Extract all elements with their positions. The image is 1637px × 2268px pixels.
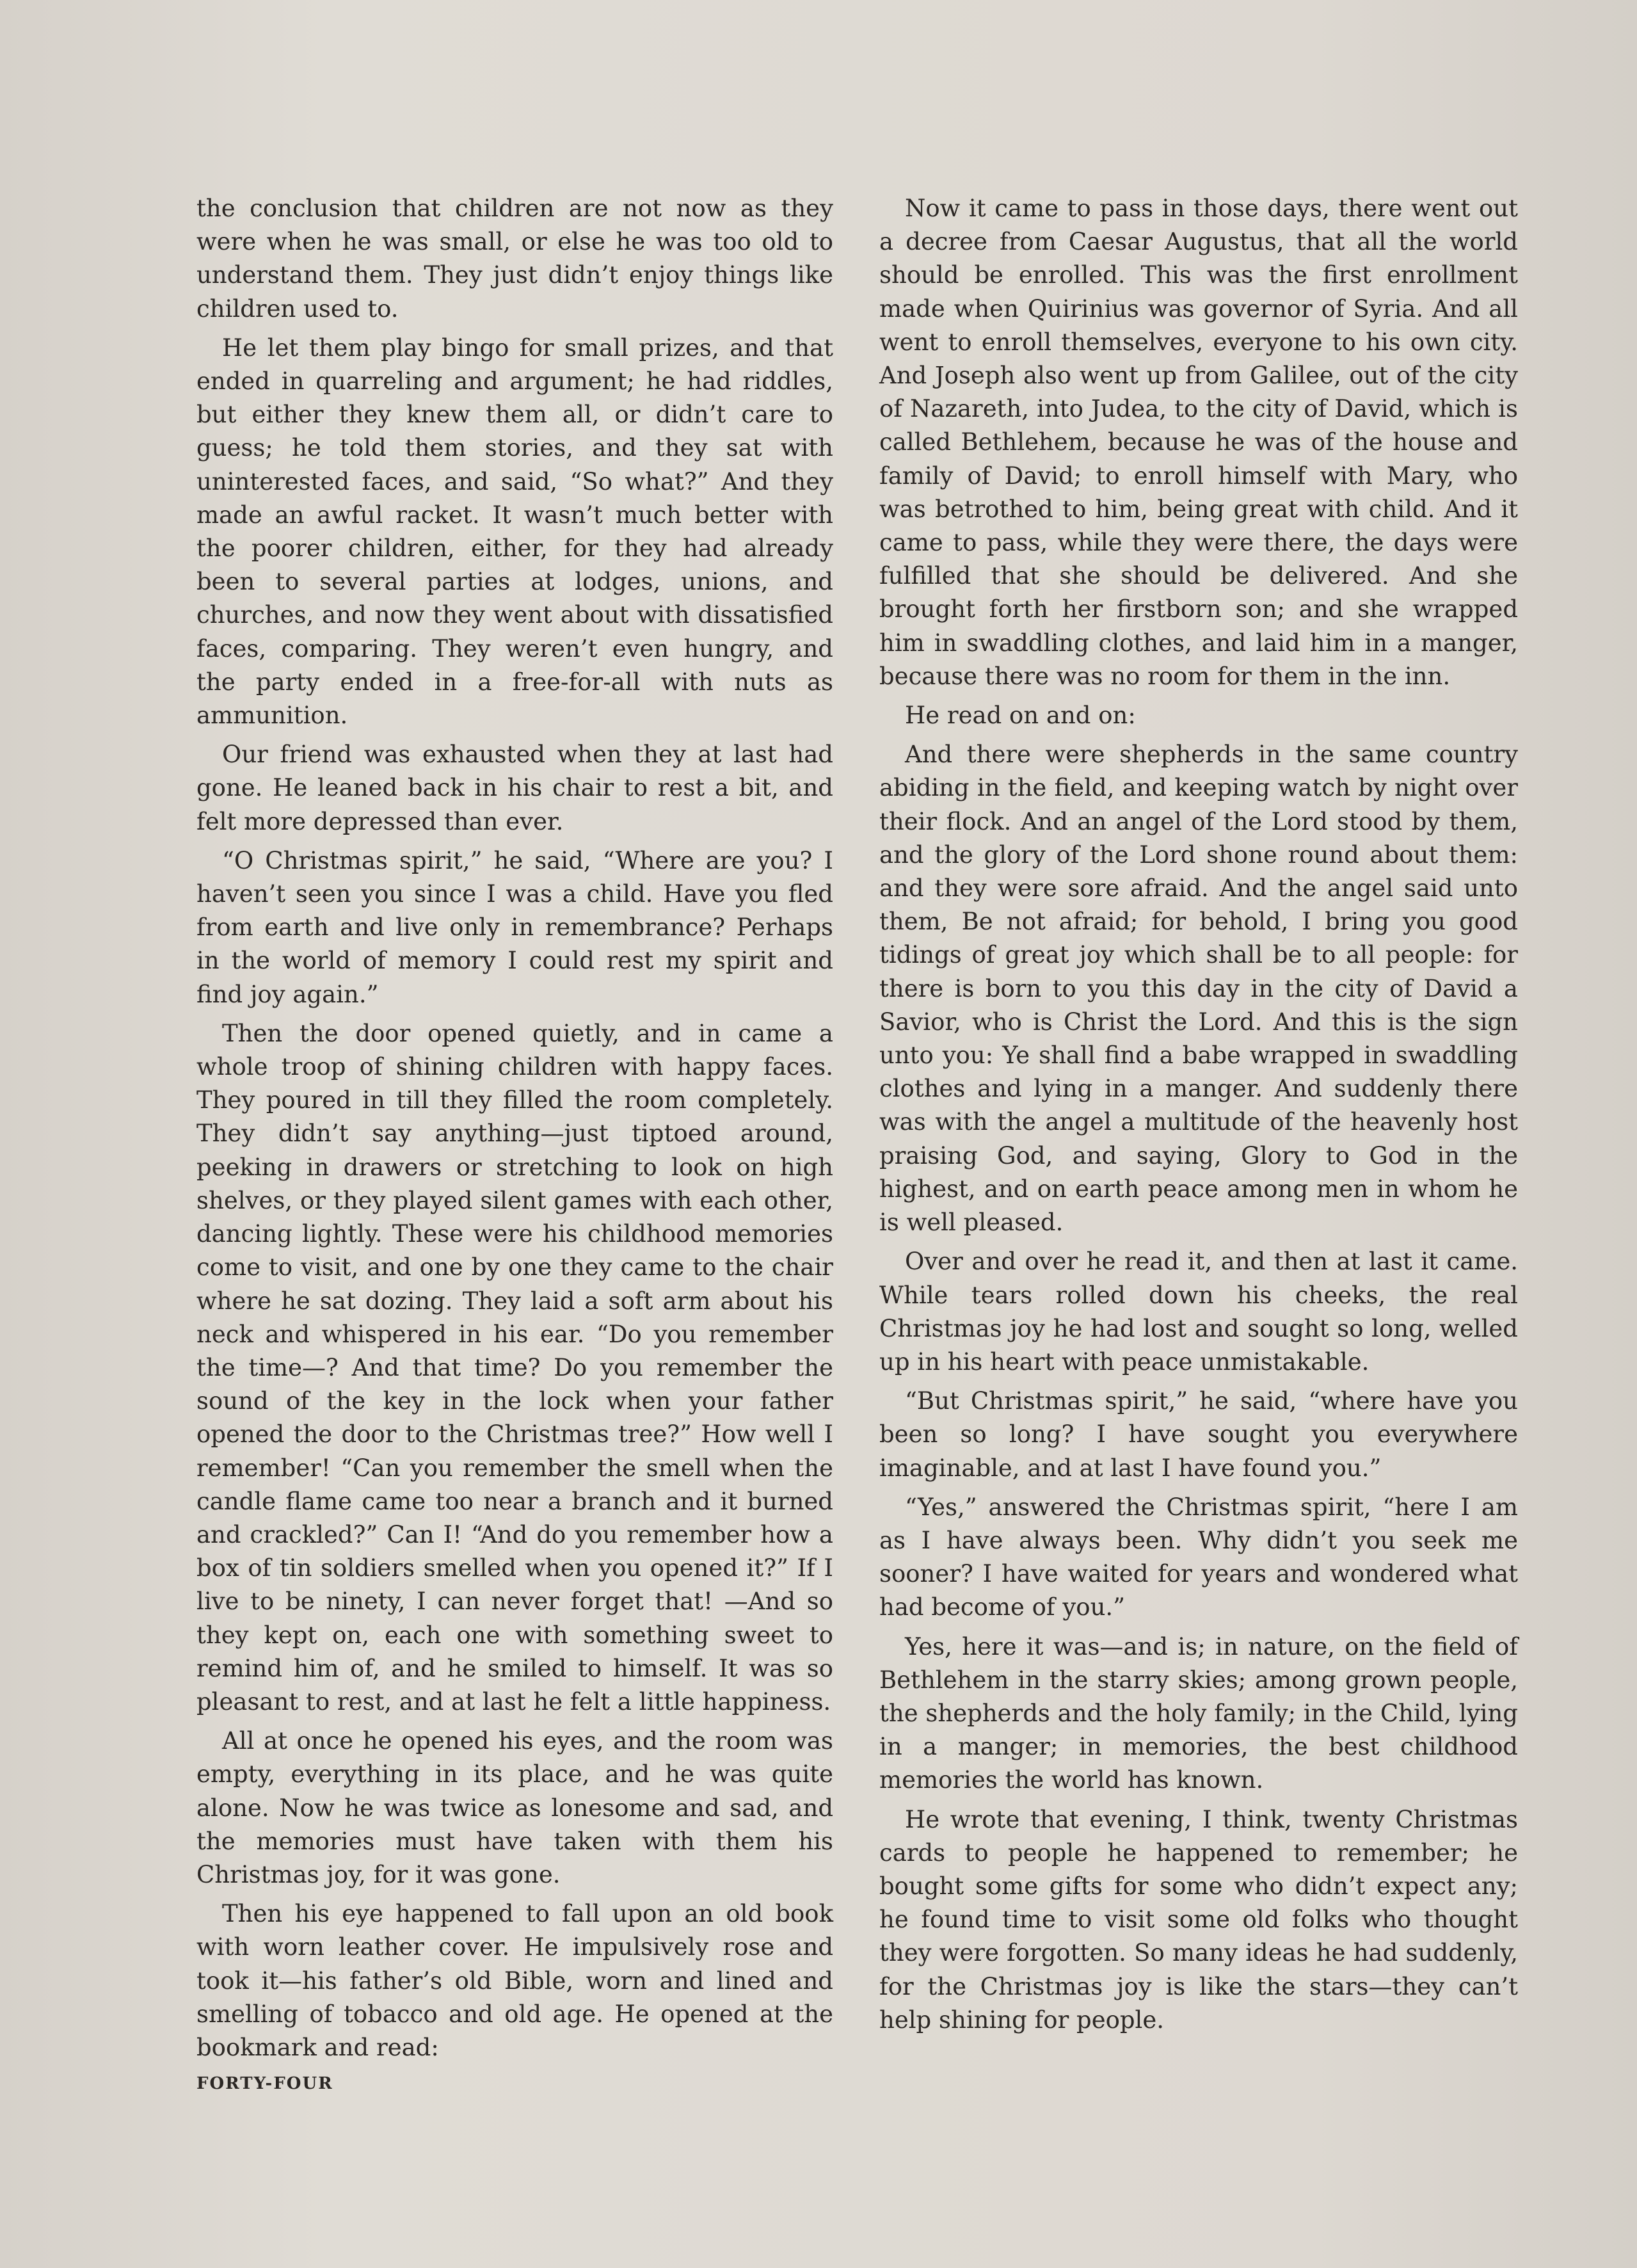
paragraph: Over and over he read it, and then at last it came. While tears rolled down his cheeks, the real Christmas joy he had lost and sought so long, welled up in his heart with peace unmistakable. [879,1248,1518,1376]
paragraph: Yes, here it was—and is; in nature, on the field of Bethlehem in the starry skies; among grown people, the shepherds and the holy family; in the Child, lying in a manger; in memories, the best childhood memories the world has known. [879,1632,1518,1794]
scripture-paragraph: Now it came to pass in those days, there went out a decree from Caesar Augustus, that all the world should be enrolled. This was the first enrollment made when Quirinius was governor of Syria. And all went to enroll themselves, everyone to his own city. And Joseph also went up from Galilee, out of the city of Nazareth, into Judea, to the city of David, which is called Bethlehem, because he was of the house and family of David; to enroll himself with Mary, who was betrothed to him, being great with child. And it came to pass, while they were there, the days were fulfilled that she should be delivered. And she brought forth her firstborn son; and she wrapped him in swaddling clothes, and laid him in a manger, because there was no room for them in the inn. [879,195,1518,690]
paragraph: “Yes,” answered the Christmas spirit, “here I am as I have always been. Why didn’t you seek me sooner? I have waited for years and wondered what had become of you.” [879,1493,1518,1621]
paragraph: Our friend was exhausted when they at last had gone. He leaned back in his chair to rest a bit, and felt more depressed than ever. [196,741,833,835]
paragraph: He wrote that evening, I think, twenty Christmas cards to people he happened to remember; he bought some gifts for some who didn’t expect any; he found time to visit some old folks who thought they were forgotten. So many ideas he had suddenly, for the Christmas joy is like the stars—they can’t help shining for people. [879,1805,1518,2034]
paragraph: All at once he opened his eyes, and the room was empty, everything in its place, and he was quite alone. Now he was twice as lonesome and sad, and the memories must have taken with them his Christmas joy, for it was gone. [196,1727,833,1888]
paragraph: the conclusion that children are not now as they were when he was small, or else he was too old to understand them. They just didn’t enjoy things like children used to. [196,195,833,323]
paragraph: He read on and on: [905,702,1136,730]
scripture-paragraph: And there were shepherds in the same country abiding in the field, and keeping watch by night over their flock. And an angel of the Lord stood by them, and the glory of the Lord shone round about them: and they were sore afraid. And the angel said unto them, Be not afraid; for behold, I bring you good tidings of great joy which shall be to all people: for there is born to you this day in the city of David a Savior, who is Christ the Lord. And this is the sign unto you: Ye shall find a babe wrapped in swaddling clothes and lying in a manger. And suddenly there was with the angel a multitude of the heavenly host praising God, and saying, Glory to God in the highest, and on earth peace among men in whom he is well pleased. [879,741,1518,1237]
page-number: FORTY-FOUR [196,2074,333,2093]
paragraph: “O Christmas spirit,” he said, “Where are you? I haven’t seen you since I was a child. Have you fled from earth and live only in remembrance? Perhaps in the world of memory I could rest my spirit and find joy again.” [196,846,833,1008]
paragraph: Then his eye happened to fall upon an old book with worn leather cover. He impulsively rose and took it—his father’s old Bible, worn and lined and smelling of tobacco and old age. He opened at the bookmark and read: [196,1900,833,2061]
paragraph: “But Christmas spirit,” he said, “where have you been so long? I have sought you everywhere imaginable, and at last I have found you.” [879,1387,1518,1482]
paragraph: He let them play bingo for small prizes, and that ended in quarreling and argument; he had riddles, but either they knew them all, or didn’t care to guess; he told them stories, and they sat with uninterested faces, and said, “So what?” And they made an awful racket. It wasn’t much better with the poorer children, either, for they had already been to several parties at lodges, unions, and churches, and now they went about with dissatisfied faces, comparing. They weren’t even hungry, and the party ended in a free-for-all with nuts as ammunition. [196,334,833,730]
paragraph: Then the door opened quietly, and in came a whole troop of shining children with happy faces. They poured in till they filled the room completely. They didn’t say anything—just tiptoed around, peeking in drawers or stretching to look on high shelves, or they played silent games with each other, dancing lightly. These were his childhood memories come to visit, and one by one they came to the chair where he sat dozing. They laid a soft arm about his neck and whispered in his ear. “Do you remember the time—? And that time? Do you remember the sound of the key in the lock when your father opened the door to the Christmas tree?” How well I remember! “Can you remember the smell when the candle flame came too near a branch and it burned and crackled?” Can I! “And do you remember how a box of tin soldiers smelled when you opened it?” If I live to be ninety, I can never forget that! —And so they kept on, each one with something sweet to remind him of, and he smiled to himself. It was so pleasant to rest, and at last he felt a little happiness. [196,1019,833,1716]
left-text-column [196,192,833,2070]
right-text-column [879,192,1518,2043]
